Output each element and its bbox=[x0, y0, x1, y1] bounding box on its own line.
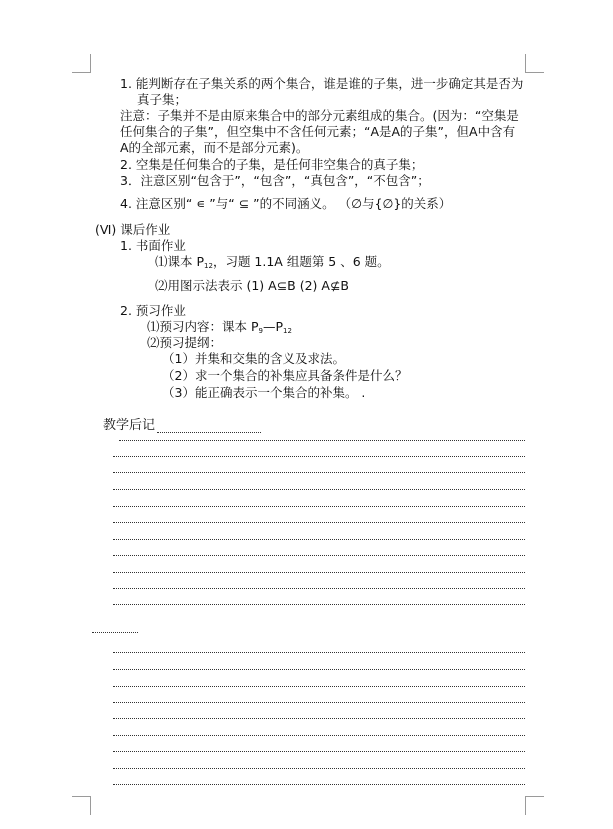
postscript-label-underline bbox=[157, 420, 261, 433]
writing-line bbox=[113, 572, 525, 573]
caution-line-a: 注意：子集并不是由原来集合中的部分元素组成的集合。(因为：“空集是 bbox=[120, 108, 519, 123]
note-item-1-line-b: 真子集； bbox=[137, 92, 188, 107]
preview-content-prefix: ⑴预习内容：课本 P bbox=[147, 319, 259, 334]
writing-line bbox=[113, 784, 525, 785]
written-line-1-suffix: ，习题 1.1A 组题第 5 、6 题。 bbox=[212, 254, 390, 269]
note-item-4: 4. 注意区别“ ∊ ”与“ ⊆ ”的不同涵义。 （∅与{∅}的关系） bbox=[120, 196, 452, 211]
written-homework-line-2: ⑵用图示法表示 (1) A⊆B (2) A⊈B bbox=[155, 278, 350, 293]
crop-mark-bottom-right bbox=[525, 796, 544, 815]
writing-line bbox=[113, 702, 525, 703]
writing-line bbox=[113, 456, 525, 457]
writing-line bbox=[113, 472, 525, 473]
writing-line bbox=[113, 539, 525, 540]
writing-line bbox=[113, 588, 525, 589]
writing-line bbox=[113, 489, 525, 490]
preview-content-page-start: 9 bbox=[258, 327, 263, 335]
preview-question-3: （3）能正确表示一个集合的补集。 . bbox=[162, 385, 366, 400]
caution-line-c: A的全部元素，而不是部分元素)。 bbox=[120, 140, 309, 155]
note-item-3: 3．注意区别“包含于”，“包含”，“真包含”，“不包含”； bbox=[120, 173, 430, 188]
writing-line bbox=[113, 686, 525, 687]
note-item-1-line-a: 1. 能判断存在子集关系的两个集合，谁是谁的子集，进一步确定其是否为 bbox=[120, 76, 524, 91]
preview-content-page-end: 12 bbox=[283, 327, 292, 335]
caution-line-b: 任何集合的子集”，但空集中不含任何元素；“A是A的子集”，但A中含有 bbox=[120, 124, 516, 139]
preview-homework-title: 2. 预习作业 bbox=[120, 303, 186, 318]
writing-line bbox=[113, 751, 525, 752]
crop-mark-top-left bbox=[72, 54, 91, 73]
writing-line bbox=[113, 604, 525, 605]
preview-question-1: （1）并集和交集的含义及求法。 bbox=[162, 351, 345, 366]
teaching-postscript-label bbox=[103, 414, 261, 433]
crop-mark-bottom-left bbox=[72, 796, 91, 815]
crop-mark-top-right bbox=[525, 54, 544, 73]
writing-line bbox=[113, 735, 525, 736]
postscript-label-text: 教学后记 bbox=[103, 418, 156, 433]
writing-line bbox=[113, 718, 525, 719]
written-line-1-prefix: ⑴课本 P bbox=[155, 254, 205, 269]
writing-line bbox=[113, 555, 525, 556]
section-separator bbox=[92, 632, 138, 633]
preview-content-dash: —P bbox=[262, 319, 284, 334]
writing-line bbox=[113, 669, 525, 670]
writing-line bbox=[113, 768, 525, 769]
written-line-1-page: 12 bbox=[204, 262, 213, 270]
writing-line bbox=[113, 652, 525, 653]
homework-heading: (Ⅵ) 课后作业 bbox=[95, 222, 171, 237]
written-homework-line-1 bbox=[155, 252, 390, 270]
preview-outline-title: ⑵预习提纲： bbox=[147, 335, 223, 350]
written-homework-title: 1. 书面作业 bbox=[120, 238, 186, 253]
preview-question-2: （2）求一个集合的补集应具备条件是什么？ bbox=[162, 368, 408, 383]
writing-line bbox=[119, 440, 525, 441]
writing-line bbox=[113, 506, 525, 507]
writing-line bbox=[113, 522, 525, 523]
note-item-2: 2. 空集是任何集合的子集，是任何非空集合的真子集； bbox=[120, 157, 424, 172]
